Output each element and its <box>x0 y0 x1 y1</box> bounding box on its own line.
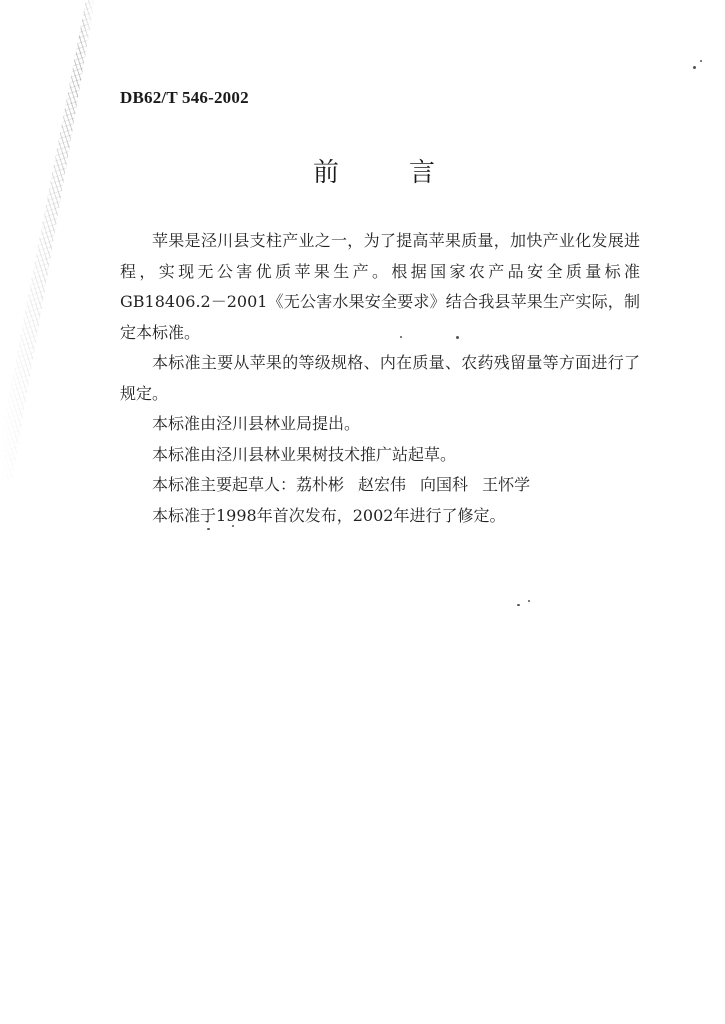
section-title: 前言 <box>313 158 506 188</box>
foreword-body <box>120 226 640 531</box>
paragraph-history: 本标准于1998年首次发布，2002年进行了修定。 <box>152 505 506 525</box>
paragraph-purpose: 苹果是泾川县支柱产业之一，为了提高苹果质量，加快产业化发展进程，实现无公害优质苹果生产。根据国家农产品安全质量标准GB18406.2－2001《无公害水果安全要求》结合我县苹果生产实际，制定本标准。 <box>120 231 640 342</box>
paragraph-scope: 本标准主要从苹果的等级规格、内在质量、农药残留量等方面进行了规定。 <box>120 353 640 403</box>
paragraph-proposer: 本标准由泾川县林业局提出。 <box>152 414 361 433</box>
scan-speck <box>528 600 530 602</box>
drafter-name: 王怀学 <box>482 475 531 494</box>
paragraph-drafters <box>120 470 640 501</box>
scan-speck <box>693 66 696 69</box>
drafter-name: 荔朴彬 <box>296 475 345 494</box>
scan-speck <box>700 60 702 62</box>
drafter-name: 赵宏伟 <box>358 475 407 494</box>
drafter-name: 向国科 <box>420 475 469 494</box>
scan-edge-shadow <box>0 0 95 480</box>
standard-code: DB62/T 546-2002 <box>120 88 249 107</box>
drafters-label: 本标准主要起草人： <box>152 475 297 494</box>
paragraph-drafting-unit: 本标准由泾川县林业果树技术推广站起草。 <box>152 444 457 464</box>
scan-speck <box>517 604 520 606</box>
